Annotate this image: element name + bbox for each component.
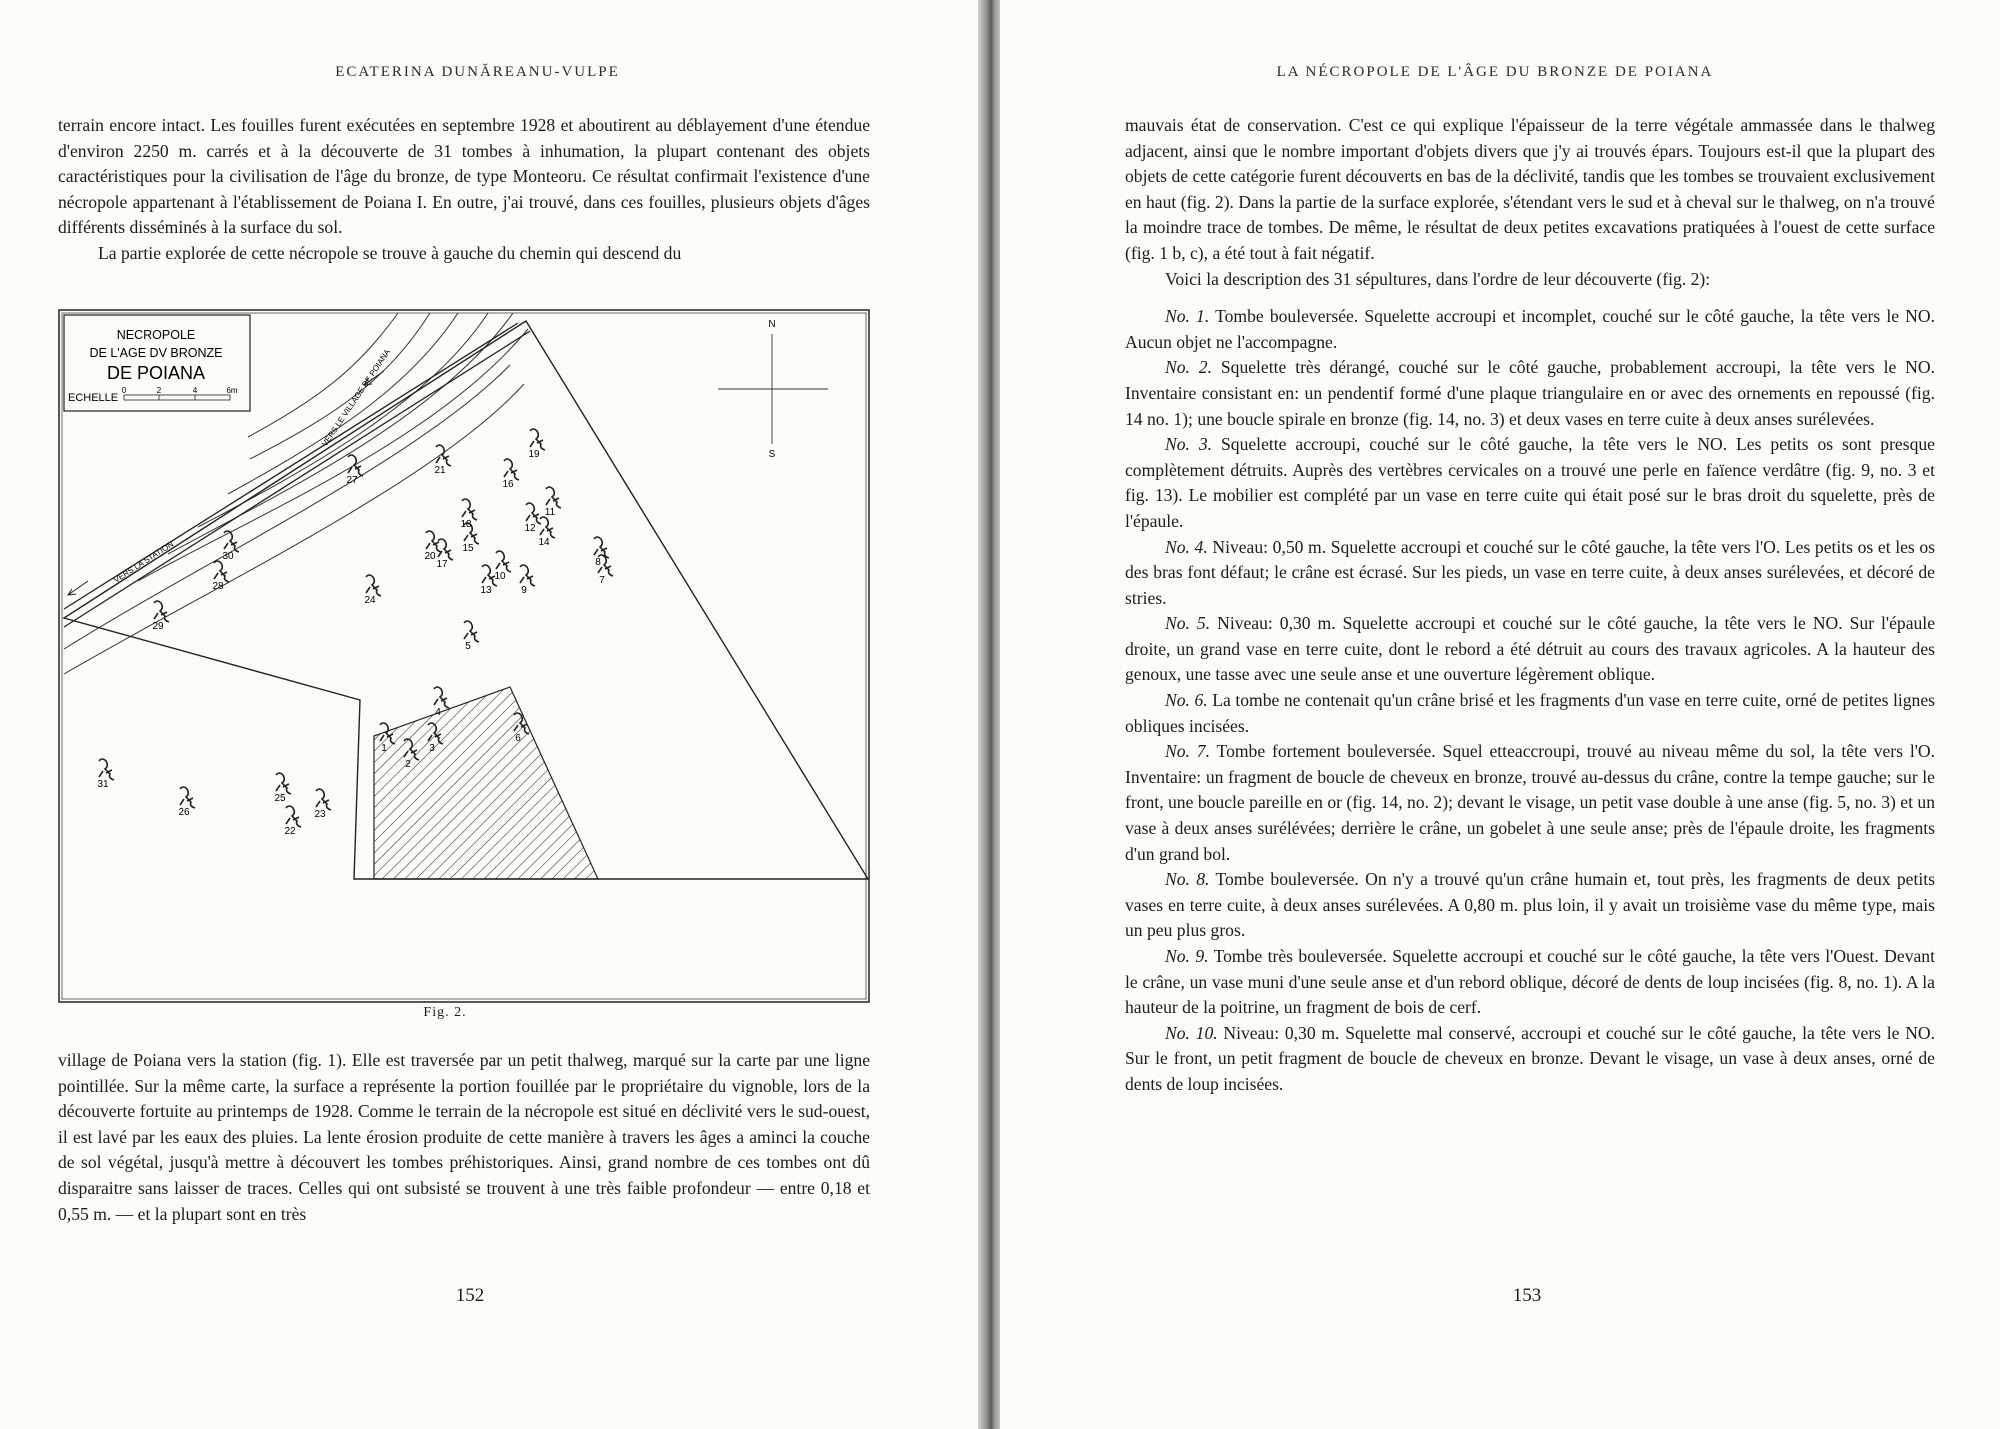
grave-entry-number: No. 7. xyxy=(1165,741,1210,762)
grave-number-label: 9 xyxy=(521,585,527,596)
right-text xyxy=(1125,113,1935,1098)
grave-number-label: 2 xyxy=(405,759,411,770)
grave-number-label: 29 xyxy=(152,621,164,632)
grave-number-label: 4 xyxy=(435,707,441,718)
grave-number-label: 26 xyxy=(178,807,190,818)
grave-number-label: 31 xyxy=(97,779,109,790)
figure-caption: Fig. 2. xyxy=(423,1005,467,1020)
grave-entry-text: Tombe fortement bouleversée. Squel etteaccroupi, trouvé au niveau même du sol, la tête vers l'O. Inventaire: un fragment de boucle de cheveux en bronze, trouvé au-dessus du crâne, contre la tempe gauche; sur le front, une boucle pareille en or (fig. 14, no. 2); devant le visage, un petit vase double à une anse (fig. 5, no. 3) et un vase à deux anses surélévées; derrière le crâne, un gobelet à une seule anse; près de l'épaule droite, les fragments d'un grand bol. xyxy=(1125,741,1936,864)
grave-entry xyxy=(1125,535,1935,612)
grave-number-label: 23 xyxy=(314,809,326,820)
page-number-left: 152 xyxy=(455,1285,485,1306)
grave-entry-number: No. 10. xyxy=(1165,1022,1218,1043)
grave-entry xyxy=(1125,867,1935,944)
grave-entry xyxy=(1125,304,1935,355)
grave-skeleton-icon xyxy=(214,561,229,582)
grave-skeleton-icon xyxy=(482,565,497,586)
map-title-line-1: NECROPOLE xyxy=(116,328,196,342)
hatched-area-a xyxy=(374,687,598,879)
scale-label: ECHELLE xyxy=(68,392,119,404)
road-label-village: VERS LE VILLAGE DE POIANA xyxy=(320,347,393,449)
grave-entry-text: Squelette accroupi, couché sur le côté gauche, la tête vers le NO. Les petits os sont presque complètement détruits. Auprès des vertèbres cervicales on a trouvé une perle en faïence verdâtre (fig. 9, no. 3 et fig. 13). Le mobilier est complété par un vase en terre cuite qui était posé sur le bras droit du squelette, près de l'épaule. xyxy=(1125,434,1935,531)
arrow-station xyxy=(68,581,88,595)
grave-number-label: 25 xyxy=(274,793,286,804)
grave-skeleton-icon xyxy=(530,429,545,450)
grave-skeleton-icon xyxy=(464,621,479,642)
grave-entry xyxy=(1125,1021,1935,1098)
map-frame xyxy=(59,310,869,1002)
grave-entry xyxy=(1125,611,1935,688)
grave-number-label: 28 xyxy=(212,581,224,592)
grave-entry-number: No. 3. xyxy=(1165,434,1213,455)
grave-entry-text: Squelette très dérangé, couché sur le côté gauche, probablement accroupi, la tête vers le NO. Inventaire consistant en: un pendentif formé d'une plaque triangulaire en or avec des ornements en repoussé (fig. 14 no. 1); une boucle spirale en bronze (fig. 14, no. 3) et deux vases en terre cuite à deux anses surélevées. xyxy=(1125,357,1935,429)
grave-entry xyxy=(1125,688,1935,739)
right-page xyxy=(1000,0,2000,1429)
grave-entry-text: Tombe très bouleversée. Squelette accroupi et couché sur le côté gauche, la tête vers l'Ouest. Devant le crâne, un vase muni d'une seule anse et d'un rebord oblique, décoré de dents de loup incisées (fig. 8, no. 1). A la hauteur de la poitrine, un fragment de bois de cerf. xyxy=(1125,946,1935,1018)
grave-skeleton-icon xyxy=(504,459,519,480)
grave-number-label: 7 xyxy=(599,575,605,586)
road-label-station: VERS LA STATION xyxy=(112,539,176,585)
scale-tick: 4 xyxy=(192,386,198,395)
compass-rose xyxy=(718,334,828,444)
grave-entry-text: Niveau: 0,50 m. Squelette accroupi et couché sur le côté gauche, la tête vers l'O. Les petits os et les os des bras font défaut; le crâne est écrasé. Sur les pieds, un vase en terre cuite, à deux anses surélevées, et décoré de stries. xyxy=(1125,536,1935,608)
grave-skeleton-icon xyxy=(180,787,195,808)
grave-number-label: 3 xyxy=(429,743,435,754)
paragraph: mauvais état de conservation. C'est ce qui explique l'épaisseur de la terre végétale ammassée dans le thalweg adjacent, ainsi que le nombre important d'objets divers que j'y ai trouvés épars. Toujours est-il que la plupart des objets de cette catégorie furent découverts en bas de la déclivité, tandis que les tombes se trouvaient exclusivement en haut (fig. 2). Dans la partie de la surface explorée, s'étendant vers le sud et à cheval sur le thalweg, on n'a trouvé la moindre trace de tombes. De même, le résultat de deux petites excavations pratiquées à l'ouest de cette surface (fig. 1 b, c), a été tout à fait négatif. xyxy=(1125,115,1935,263)
paragraph: terrain encore intact. Les fouilles furent exécutées en septembre 1928 et aboutirent au déblayement d'une étendue d'environ 2250 m. carrés et à la découverte de 31 tombes à inhumation, la plupart contenant des objets caractéristiques pour la civilisation de l'âge du bronze, de type Monteoru. Ce résultat confirmait l'existence d'une nécropole appartenant à l'établissement de Poiana I. En outre, j'ai trouvé, dans ces fouilles, plusieurs objets d'âges différents disséminés à la surface du sol. xyxy=(58,115,870,238)
grave-number-label: 13 xyxy=(480,585,492,596)
grave-number-label: 24 xyxy=(364,595,376,606)
grave-entry xyxy=(1125,739,1935,867)
grave-skeleton-icon xyxy=(526,503,541,524)
grave-entry-number: No. 1. xyxy=(1165,306,1210,327)
grave-number-label: 30 xyxy=(222,551,234,562)
grave-entry-number: No. 9. xyxy=(1165,946,1209,966)
grave-entry-number: No. 6. xyxy=(1165,690,1208,711)
grave-number-label: 27 xyxy=(346,475,358,486)
compass-south: S xyxy=(768,449,776,460)
grave-skeleton-icon xyxy=(286,806,301,827)
grave-number-label: 22 xyxy=(284,826,296,837)
grave-entries xyxy=(1125,304,1935,1097)
grave-number-label: 5 xyxy=(465,641,471,652)
grave-skeleton-icon xyxy=(348,455,363,476)
grave-entry-text: Niveau: 0,30 m. Squelette accroupi et couché sur le côté gauche, la tête vers le NO. Sur l'épaule droite, un grand vase en terre cuite, dont le rebord a été détruit au cours des travaux agricoles. A la hauteur des genoux, une tasse avec une seule anse et une ouverture légèrement oblique. xyxy=(1125,613,1936,685)
grave-number-label: 12 xyxy=(524,523,536,534)
grave-entry xyxy=(1125,944,1935,1021)
grave-skeleton-icon xyxy=(276,773,291,794)
running-head-left: ECATERINA DUNĂREANU-VULPE xyxy=(335,64,620,80)
grave-entry-number: No. 5. xyxy=(1165,613,1211,634)
grave-entry-text: La tombe ne contenait qu'un crâne brisé et les fragments d'un vase en terre cuite, orné de petites lignes obliques incisées. xyxy=(1125,690,1936,736)
grave-skeleton-icon xyxy=(316,789,331,810)
grave-entry-text: Niveau: 0,30 m. Squelette mal conservé, accroupi et couché sur le côté gauche, la tête vers le NO. Sur le front, un petit fragment de boucle de cheveux en bronze. Devant le visage, un vase à deux anses, orné de dents de loup incisées. xyxy=(1125,1022,1936,1094)
map-title-line-3: DE POIANA xyxy=(106,363,206,383)
grave-number-label: 21 xyxy=(434,465,446,476)
grave-number-label: 17 xyxy=(436,559,448,570)
grave-skeleton-icon xyxy=(546,487,561,508)
grave-skeleton-icon xyxy=(366,575,381,596)
grave-number-label: 1 xyxy=(381,743,387,754)
grave-entry-text: Tombe bouleversée. On n'y a trouvé qu'un crâne humain et, tout près, les fragments de deux petits vases en terre cuite, à deux anses surélevées. A 0,80 m. plus loin, il y avait un troisième vase du même type, mais un peu plus gros. xyxy=(1125,869,1936,941)
grave-entry-number: No. 8. xyxy=(1165,869,1210,890)
grave-skeleton-icon xyxy=(438,539,453,560)
paragraph: Voici la description des 31 sépultures, dans l'ordre de leur découverte (fig. 2): xyxy=(1165,268,1711,289)
grave-number-label: 8 xyxy=(595,557,601,568)
grave-entry xyxy=(1125,432,1935,534)
grave-number-label: 15 xyxy=(462,543,474,554)
grave-number-label: 18 xyxy=(460,519,472,530)
left-text-bottom xyxy=(58,1048,870,1227)
left-text-top xyxy=(58,113,870,267)
grave-number-label: 19 xyxy=(528,449,540,460)
grave-entry-text: Tombe bouleversée. Squelette accroupi et incomplet, couché sur le côté gauche, la tête vers le NO. Aucun objet ne l'accompagne. xyxy=(1125,306,1935,352)
grave-skeleton-icon xyxy=(426,531,441,552)
grave-number-label: 6 xyxy=(515,733,521,744)
scale-tick: 0 xyxy=(121,386,127,395)
scale-tick: 2 xyxy=(156,386,162,395)
grave-number-label: 16 xyxy=(502,479,514,490)
running-head-right: LA NÉCROPOLE DE L'ÂGE DU BRONZE DE POIANA xyxy=(1276,64,1714,80)
grave-number-label: 10 xyxy=(494,571,506,582)
left-page xyxy=(0,0,985,1429)
grave-skeleton-icon xyxy=(462,499,477,520)
grave-number-label: 14 xyxy=(538,537,550,548)
necropolis-map xyxy=(58,309,870,1003)
paragraph: La partie explorée de cette nécropole se trouve à gauche du chemin qui descend du xyxy=(98,242,682,263)
page-number-right: 153 xyxy=(1512,1285,1542,1306)
grave-skeleton-icon xyxy=(436,445,451,466)
grave-number-label: 11 xyxy=(544,507,556,518)
grave-skeleton-icon xyxy=(496,551,511,572)
grave-entry-number: No. 4. xyxy=(1165,536,1208,557)
grave-skeleton-icon xyxy=(99,759,114,780)
scale-tick: 6m xyxy=(226,386,238,395)
grave-skeleton-icon xyxy=(520,565,535,586)
grave-entry xyxy=(1125,355,1935,432)
grave-entry-number: No. 2. xyxy=(1165,357,1212,378)
grave-skeleton-icon xyxy=(540,517,555,538)
map-inner-frame xyxy=(62,313,866,999)
grave-number-label: 20 xyxy=(424,551,436,562)
grave-skeleton-icon xyxy=(434,687,449,708)
compass-north: N xyxy=(768,319,776,330)
paragraph: village de Poiana vers la station (fig. 1). Elle est traversée par un petit thalweg, marqué sur la carte par une ligne pointillée. Sur la même carte, la surface a représente la portion fouillée par le propriétaire du vignoble, lors de la découverte fortuite au printemps de 1928. Comme le terrain de la nécropole est situé en déclivité vers le sud-ouest, il est lavé par les eaux des pluies. La lente érosion produite de cette manière à travers les âges a aminci la couche de sol végétal, jusqu'à mettre à découvert les tombes préhistoriques. Ainsi, grand nombre de ces tombes ont dû disparaitre sans laisser de traces. Celles qui ont subsisté se trouvent à une très faible profondeur — entre 0,18 et 0,55 m. — et la plupart sont en très xyxy=(58,1050,870,1224)
map-title-line-2: DE L'AGE DV BRONZE xyxy=(89,346,223,360)
